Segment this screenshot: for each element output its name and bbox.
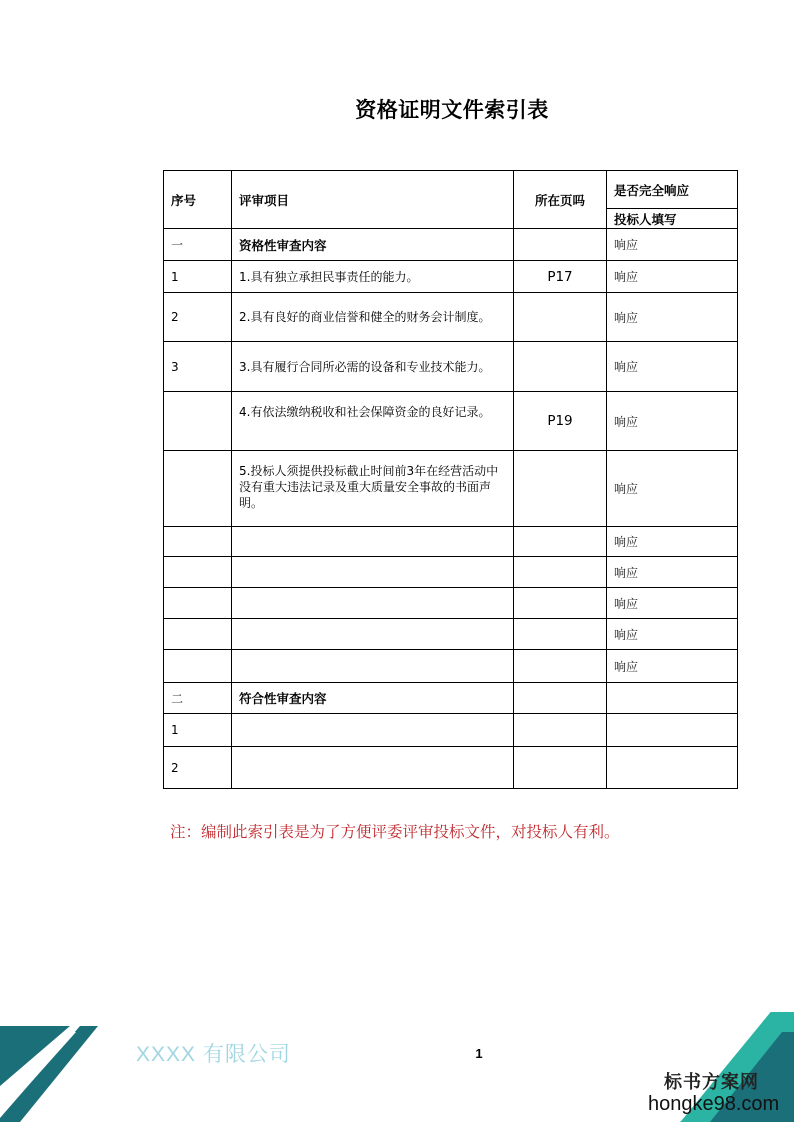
row-seq: 2	[164, 293, 232, 342]
row-response: 响应	[607, 619, 738, 650]
table-row	[164, 714, 738, 747]
row-page	[514, 557, 607, 588]
row-seq	[164, 392, 232, 451]
header-filler: 投标人填写	[607, 209, 738, 229]
row-page	[514, 714, 607, 747]
row-seq	[164, 557, 232, 588]
row-seq	[164, 650, 232, 683]
table-row	[164, 229, 738, 261]
row-item: 3.具有履行合同所必需的设备和专业技术能力。	[232, 342, 514, 392]
page-number: 1	[475, 1046, 483, 1061]
table-row	[164, 527, 738, 557]
row-item	[232, 588, 514, 619]
table-row	[164, 683, 738, 714]
row-item	[232, 527, 514, 557]
row-item: 资格性审查内容	[232, 229, 514, 261]
row-item: 4.有依法缴纳税收和社会保障资金的良好记录。	[232, 392, 514, 451]
header-response: 是否完全响应	[607, 171, 738, 209]
row-response: 响应	[607, 557, 738, 588]
row-seq: 一	[164, 229, 232, 261]
table-row	[164, 293, 738, 342]
row-item	[232, 747, 514, 789]
row-item	[232, 619, 514, 650]
row-page	[514, 588, 607, 619]
header-seq: 序号	[164, 171, 232, 229]
watermark-text: 标书方案网	[664, 1072, 759, 1093]
note-text: 注：编制此索引表是为了方便评委评审投标文件，对投标人有利。	[170, 823, 620, 841]
row-item	[232, 557, 514, 588]
row-page	[514, 650, 607, 683]
row-response: 响应	[607, 392, 738, 451]
index-table	[163, 170, 738, 789]
row-page	[514, 527, 607, 557]
row-seq: 二	[164, 683, 232, 714]
row-item: 1.具有独立承担民事责任的能力。	[232, 261, 514, 293]
row-page	[514, 293, 607, 342]
row-page	[514, 229, 607, 261]
footer-left-decoration	[0, 1022, 100, 1122]
row-seq	[164, 527, 232, 557]
row-seq: 1	[164, 261, 232, 293]
table-row	[164, 588, 738, 619]
row-response: 响应	[607, 229, 738, 261]
row-page	[514, 342, 607, 392]
row-page	[514, 683, 607, 714]
row-response: 响应	[607, 451, 738, 527]
row-seq	[164, 451, 232, 527]
table-row	[164, 342, 738, 392]
page-title: 资格证明文件索引表	[355, 98, 549, 122]
row-response: 响应	[607, 261, 738, 293]
row-page: P17	[514, 261, 607, 293]
row-page	[514, 747, 607, 789]
row-response	[607, 683, 738, 714]
watermark-url: hongke98.com	[648, 1093, 780, 1115]
table-row	[164, 747, 738, 789]
row-response: 响应	[607, 293, 738, 342]
row-page	[514, 619, 607, 650]
table-row	[164, 451, 738, 527]
row-response: 响应	[607, 342, 738, 392]
table-row	[164, 619, 738, 650]
row-item: 2.具有良好的商业信誉和健全的财务会计制度。	[232, 293, 514, 342]
table-row	[164, 557, 738, 588]
row-item: 5.投标人须提供投标截止时间前3年在经营活动中没有重大违法记录及重大质量安全事故的书面声明。	[232, 451, 514, 527]
row-item: 符合性审查内容	[232, 683, 514, 714]
row-page	[514, 451, 607, 527]
company-name: XXXX 有限公司	[136, 1043, 291, 1066]
row-seq	[164, 588, 232, 619]
row-seq: 3	[164, 342, 232, 392]
row-response: 响应	[607, 650, 738, 683]
row-response: 响应	[607, 588, 738, 619]
row-seq: 1	[164, 714, 232, 747]
row-response	[607, 714, 738, 747]
table-row	[164, 261, 738, 293]
table-row	[164, 392, 738, 451]
table-header-row	[164, 171, 738, 209]
row-response	[607, 747, 738, 789]
header-item: 评审项目	[232, 171, 514, 229]
row-page: P19	[514, 392, 607, 451]
row-item	[232, 650, 514, 683]
header-page: 所在页吗	[514, 171, 607, 229]
row-item	[232, 714, 514, 747]
row-seq: 2	[164, 747, 232, 789]
table-row	[164, 650, 738, 683]
row-seq	[164, 619, 232, 650]
row-response: 响应	[607, 527, 738, 557]
